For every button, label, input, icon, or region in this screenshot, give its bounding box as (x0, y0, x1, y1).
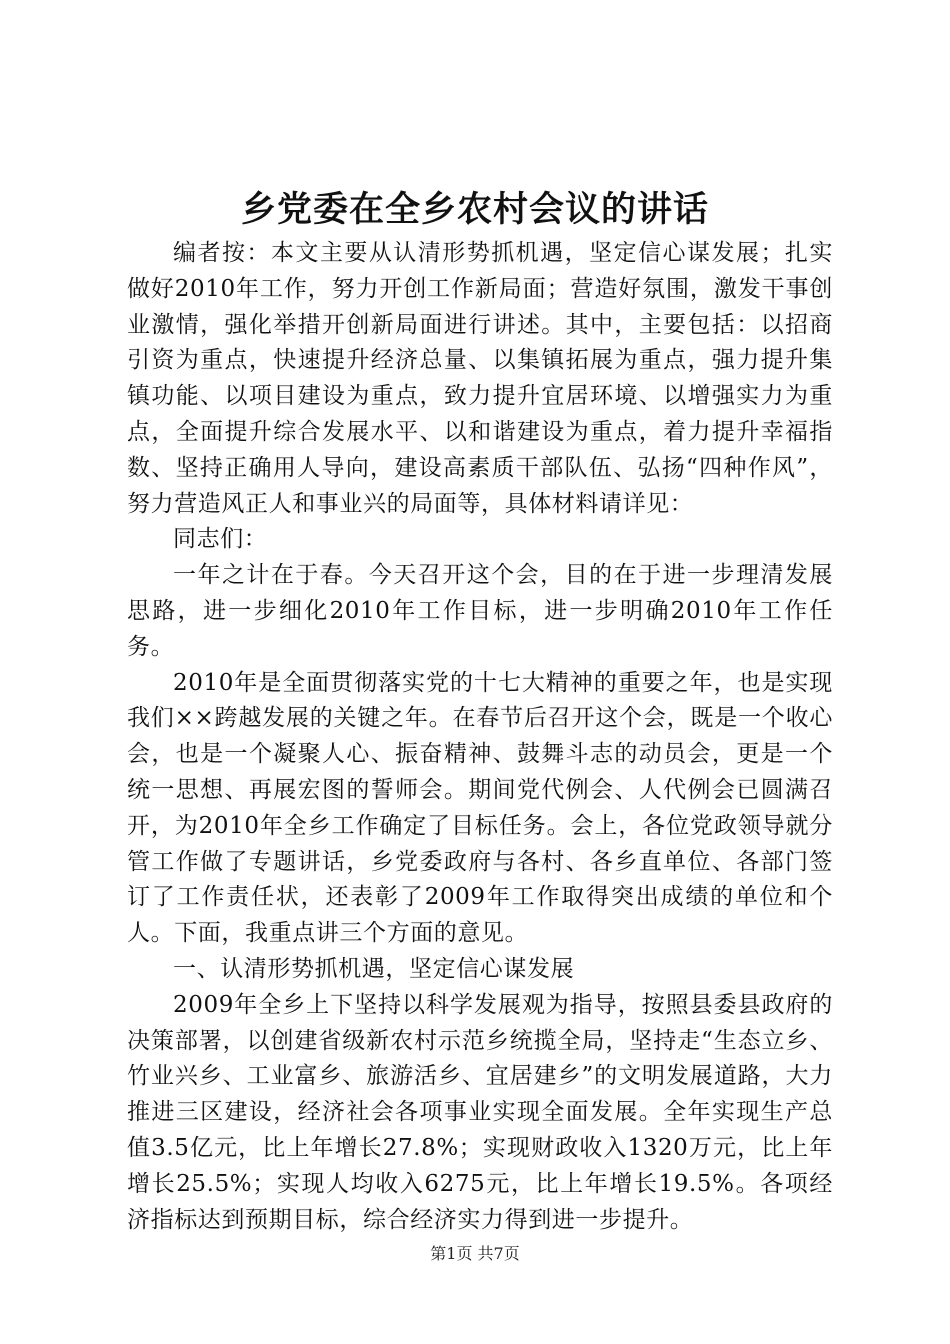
body-paragraph: 一年之计在于春。今天召开这个会，目的在于进一步理清发展思路，进一步细化2010年工作目标，进一步明确2010年工作任务。 (127, 562, 833, 660)
body-paragraph: 2010年是全面贯彻落实党的十七大精神的重要之年，也是实现我们××跨越发展的关键之年。在春节后召开这个会，既是一个收心会，也是一个凝聚人心、振奋精神、鼓舞斗志的动员会，更是一个统一思想、再展宏图的誓师会。期间党代例会、人代例会已圆满召开，为2010年全乡工作确定了目标任务。会上，各位党政领导就分管工作做了专题讲话，乡党委政府与各村、各乡直单位、各部门签订了工作责任状，还表彰了2009年工作取得突出成绩的单位和个人。下面，我重点讲三个方面的意见。 (127, 669, 833, 947)
body-paragraph: 2009年全乡上下坚持以科学发展观为指导，按照县委县政府的决策部署，以创建省级新农村示范乡统揽全局，坚持走“生态立乡、竹业兴乡、工业富乡、旅游活乡、宜居建乡”的文明发展道路，大力推进三区建设，经济社会各项事业实现全面发展。全年实现生产总值3.5亿元，比上年增长27.8%；实现财政收入1320万元，比上年增长25.5%；实现人均收入6275元，比上年增长19.5%。各项经济指标达到预期目标，综合经济实力得到进一步提升。 (127, 991, 833, 1233)
editor-note-paragraph: 编者按：本文主要从认清形势抓机遇，坚定信心谋发展；扎实做好2010年工作，努力开创工作新局面；营造好氛围，激发干事创业激情，强化举措开创新局面进行讲述。其中，主要包括：以招商引资为重点，快速提升经济总量、以集镇拓展为重点，强力提升集镇功能、以项目建设为重点，致力提升宜居环境、以增强实力为重点，全面提升综合发展水平、以和谐建设为重点，着力提升幸福指数、坚持正确用人导向，建设高素质干部队伍、弘扬“四种作风”，努力营造风正人和事业兴的局面等，具体材料请详见： (127, 240, 833, 517)
page-footer: 第1页 共7页 (430, 1244, 520, 1263)
document-body (127, 236, 833, 1238)
salutation: 同志们： (173, 526, 268, 553)
section-heading: 一、认清形势抓机遇，坚定信心谋发展 (173, 955, 575, 982)
document-title: 乡党委在全乡农村会议的讲话 (240, 189, 709, 230)
